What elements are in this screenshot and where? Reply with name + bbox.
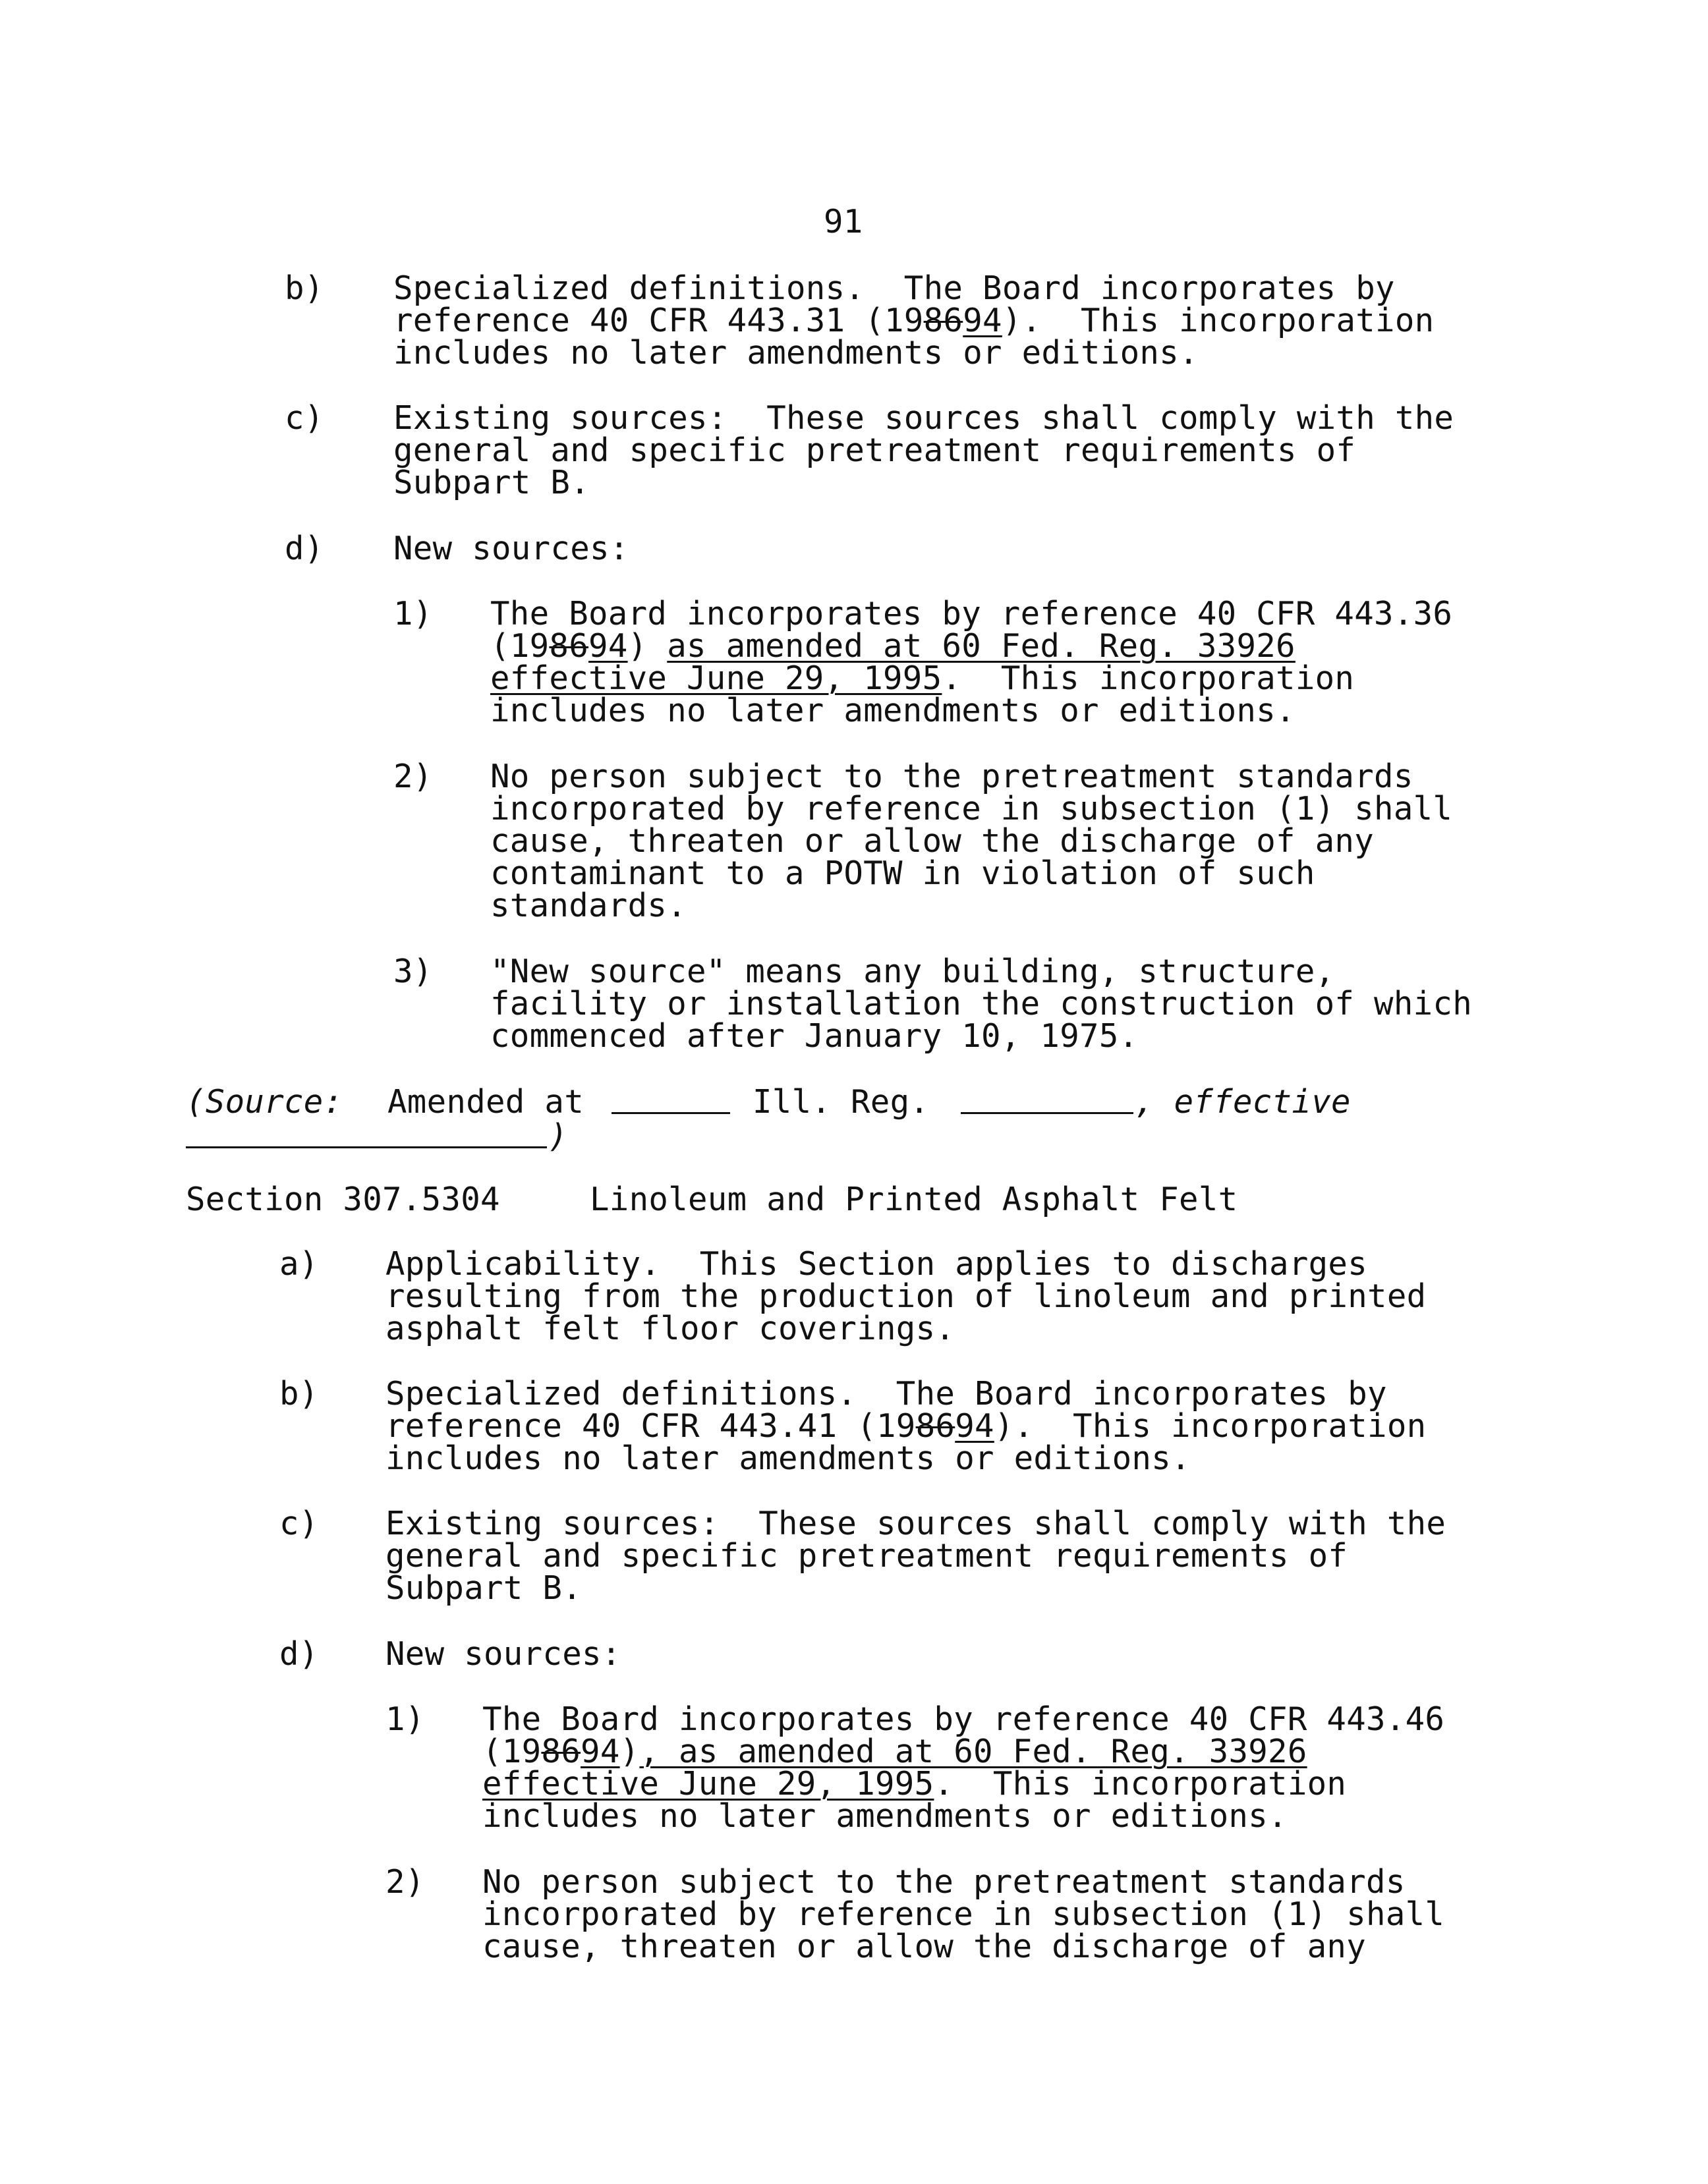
paragraph-line: The Board incorporates by reference 40 CFR 443.46: [482, 1700, 1445, 1738]
deleted-text: 86: [549, 627, 589, 665]
paragraph-line: (198694), as amended at 60 Fed. Reg. 33926: [482, 1733, 1307, 1770]
paragraph-line: cause, threaten or allow the discharge of any: [490, 822, 1375, 860]
paragraph-line: contaminant to a POTW in violation of such: [490, 854, 1315, 892]
paragraph-line: general and specific pretreatment requirements of: [385, 1537, 1348, 1575]
subitem-label: 2): [385, 1863, 425, 1901]
paragraph-line: Specialized definitions. The Board incorporates by: [393, 269, 1395, 307]
deleted-text: 86: [915, 1407, 955, 1445]
paragraph-line: New sources:: [385, 1635, 621, 1673]
paragraph-line: New sources:: [393, 530, 629, 567]
deleted-text: 86: [541, 1733, 581, 1770]
inserted-text: effective June 29, 1995: [490, 659, 942, 697]
source-note: ): [548, 1117, 568, 1155]
page-number: 91: [824, 203, 863, 240]
paragraph-line: resulting from the production of linoleum and printed: [385, 1277, 1427, 1315]
source-note: Ill. Reg.: [753, 1083, 930, 1121]
paragraph-line: (198694) as amended at 60 Fed. Reg. 33926: [490, 627, 1295, 665]
paragraph-line: Applicability. This Section applies to discharges: [385, 1245, 1368, 1283]
paragraph-line: includes no later amendments or editions.: [490, 692, 1295, 729]
inserted-text: as amended at 60 Fed. Reg. 33926: [667, 627, 1295, 665]
paragraph-line: facility or installation the construction of which: [490, 985, 1473, 1022]
inserted-text: , as amended at 60 Fed. Reg. 33926: [639, 1733, 1307, 1770]
paragraph-line: effective June 29, 1995. This incorporation: [490, 659, 1355, 697]
paragraph-line: general and specific pretreatment requirements of: [393, 432, 1356, 469]
paragraph-line: commenced after January 10, 1975.: [490, 1017, 1139, 1055]
inserted-text: 94: [588, 627, 628, 665]
paragraph-line: includes no later amendments or editions.: [482, 1797, 1288, 1835]
subitem-label: 1): [393, 595, 433, 632]
paragraph-line: incorporated by reference in subsection (1) shall: [490, 790, 1453, 827]
paragraph-line: incorporated by reference in subsection (1) shall: [482, 1895, 1445, 1933]
paragraph-line: Existing sources: These sources shall comply with the: [393, 399, 1454, 437]
item-label: d): [279, 1635, 319, 1673]
subitem-label: 1): [385, 1700, 425, 1738]
inserted-text: 94: [581, 1733, 620, 1770]
paragraph-line: includes no later amendments or editions.: [393, 334, 1199, 372]
paragraph-line: effective June 29, 1995. This incorporation: [482, 1765, 1347, 1803]
source-note: Amended at: [387, 1083, 584, 1121]
item-label: c): [279, 1505, 319, 1542]
item-label: b): [285, 269, 324, 307]
subitem-label: 3): [393, 953, 433, 990]
source-note: , effective: [1135, 1083, 1351, 1121]
paragraph-line: "New source" means any building, structure,: [490, 953, 1335, 990]
paragraph-line: asphalt felt floor coverings.: [385, 1310, 955, 1347]
paragraph-line: Specialized definitions. The Board incorporates by: [385, 1375, 1387, 1413]
inserted-text: effective June 29, 1995: [482, 1765, 934, 1803]
paragraph-line: The Board incorporates by reference 40 CFR 443.36: [490, 595, 1453, 632]
item-label: b): [279, 1375, 319, 1413]
paragraph-line: reference 40 CFR 443.31 (198694). This incorporation: [393, 302, 1435, 339]
inserted-text: 94: [955, 1407, 994, 1445]
source-note: (Source:: [186, 1083, 343, 1121]
paragraph-line: reference 40 CFR 443.41 (198694). This incorporation: [385, 1407, 1427, 1445]
section-number: Section 307.5304: [186, 1181, 500, 1218]
item-label: c): [285, 399, 324, 437]
paragraph-line: cause, threaten or allow the discharge of any: [482, 1928, 1367, 1965]
paragraph-line: Subpart B.: [393, 464, 590, 501]
paragraph-line: Subpart B.: [385, 1569, 583, 1607]
deleted-text: 86: [923, 302, 963, 339]
subitem-label: 2): [393, 758, 433, 795]
blank-line: [612, 1086, 730, 1114]
paragraph-line: standards.: [490, 887, 687, 924]
paragraph-line: Existing sources: These sources shall comply with the: [385, 1505, 1446, 1542]
blank-line: [961, 1086, 1133, 1114]
item-label: a): [279, 1245, 319, 1283]
paragraph-line: No person subject to the pretreatment standards: [490, 758, 1413, 795]
paragraph-line: includes no later amendments or editions.: [385, 1440, 1191, 1477]
paragraph-line: No person subject to the pretreatment standards: [482, 1863, 1406, 1901]
item-label: d): [285, 530, 324, 567]
blank-line: [186, 1120, 547, 1148]
inserted-text: 94: [963, 302, 1002, 339]
section-title: Linoleum and Printed Asphalt Felt: [590, 1181, 1238, 1218]
